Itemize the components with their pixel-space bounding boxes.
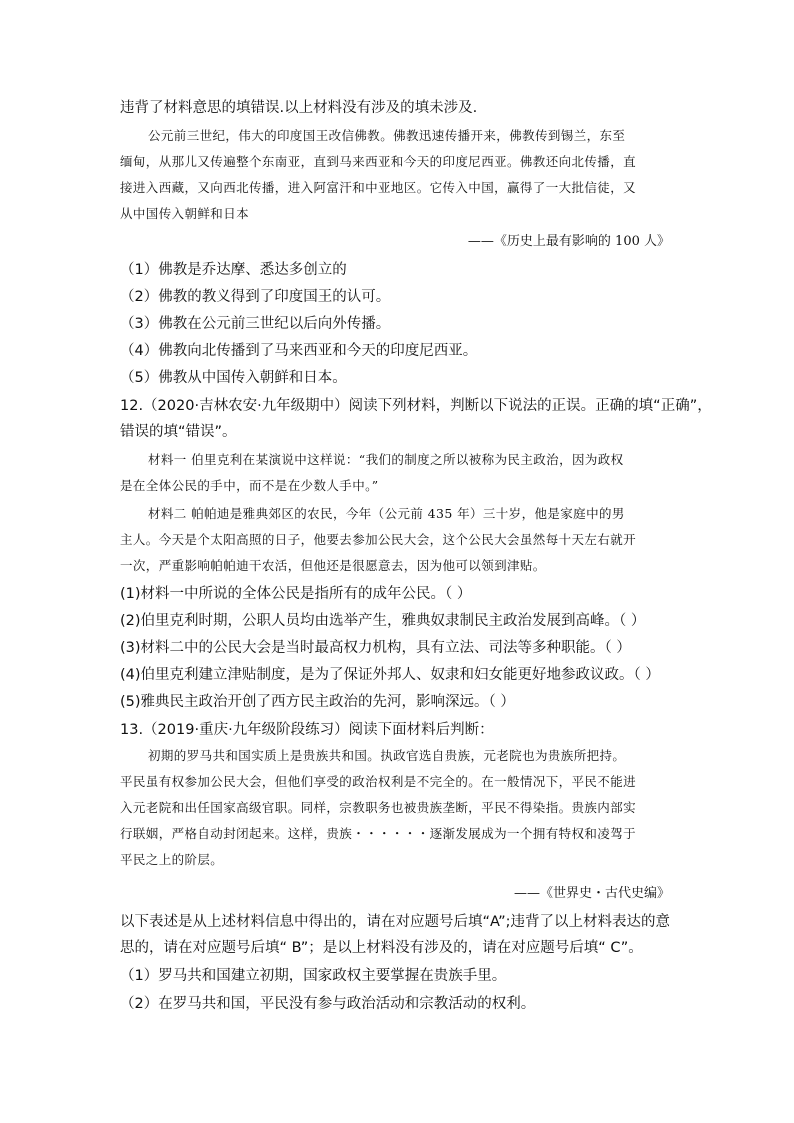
q11-instruction-tail: 违背了材料意思的填错误.以上材料没有涉及的填未涉及. (120, 100, 478, 116)
q11-material-line-4: 从中国传入朝鲜和日本 (120, 206, 250, 221)
q13-source-citation: ——《世界史・古代史编》 (513, 886, 670, 901)
q11-item-5: （5）佛教从中国传入朝鲜和日本。 (120, 370, 347, 386)
q11-item-3: （3）佛教在公元前三世纪以后向外传播。 (120, 316, 391, 332)
q13-material-line-1: 初期的罗马共和国实质上是贵族共和国。执政官选自贵族，元老院也为贵族所把持。 (148, 748, 626, 763)
q11-material-line-2: 缅甸，从那儿又传遍整个东南亚，直到马来西亚和今天的印度尼西亚。佛教还向北传播，直 (120, 154, 637, 169)
q11-item-1: （1）佛教是乔达摩、悉达多创立的 (120, 262, 347, 278)
q13-item-1: （1）罗马共和国建立初期，国家政权主要掌握在贵族手里。 (120, 968, 507, 984)
q13-material-line-4: 行联姻，严格自动封闭起来。这样，贵族・・・・・・逐渐发展成为一个拥有特权和凌驾于 (120, 826, 637, 841)
q11-material-line-3: 接进入西藏，又向西北传播，进入阿富汗和中亚地区。它传入中国，赢得了一大批信徒，又 (120, 180, 637, 195)
q13-instruction-line-1: 以下表述是从上述材料信息中得出的，请在对应题号后填“A”;违背了以上材料表达的意 (120, 914, 671, 930)
q12-material-2-line-2: 主人。今天是个太阳高照的日子，他要去参加公民大会，这个公民大会虽然每十天左右就开 (120, 532, 637, 547)
q11-item-4: （4）佛教向北传播到了马来西亚和今天的印度尼西亚。 (120, 343, 478, 359)
q12-material-1-line-2: 是在全体公民的手中，而不是在少数人手中。” (120, 478, 379, 493)
q13-item-2: （2）在罗马共和国，平民没有参与政治活动和宗教活动的权利。 (120, 996, 536, 1012)
q12-material-2-line-3: 一次，严重影响帕帕迪干农活，但他还是很愿意去，因为他可以领到津贴。 (120, 558, 546, 573)
q12-material-1-line-1: 材料一 伯里克利在某演说中这样说：“我们的制度之所以被称为民主政治，因为政权 (148, 452, 624, 467)
q12-heading-line-1: 12.（2020·吉林农安·九年级期中）阅读下列材料，判断以下说法的正误。正确的填“正确”， (120, 398, 712, 414)
q12-heading-line-2: 错误的填“错误”。 (120, 424, 237, 440)
q11-material-line-1: 公元前三世纪，伟大的印度国王改信佛教。佛教迅速传播开来，佛教传到锡兰，东至 (148, 128, 626, 143)
q12-item-1: (1)材料一中所说的全体公民是指所有的成年公民。（ ） (120, 586, 472, 602)
q12-item-2: (2)伯里克利时期，公职人员均由选举产生，雅典奴隶制民主政治发展到高峰。（ ） (120, 613, 646, 629)
q11-source-citation: ——《历史上最有影响的 100 人》 (467, 234, 670, 249)
q13-material-line-3: 入元老院和出任国家高级官职。同样，宗教职务也被贵族垄断，平民不得染指。贵族内部实 (120, 800, 637, 815)
q13-instruction-line-2: 思的，请在对应题号后填“ B”；是以上材料没有涉及的，请在对应题号后填“ C”。 (120, 940, 643, 956)
q12-material-2-line-1: 材料二 帕帕迪是雅典郊区的农民，今年（公元前 435 年）三十岁，他是家庭中的男 (148, 506, 625, 521)
q12-item-4: (4)伯里克利建立津贴制度，是为了保证外邦人、奴隶和妇女能更好地参政议政。（ ） (120, 667, 660, 683)
q13-material-line-2: 平民虽有权参加公民大会，但他们享受的政治权利是不完全的。在一般情况下，平民不能进 (120, 774, 637, 789)
q12-item-5: (5)雅典民主政治开创了西方民主政治的先河，影响深远。（ ） (120, 694, 515, 710)
q11-item-2: （2）佛教的教义得到了印度国王的认可。 (120, 289, 391, 305)
q13-heading: 13.（2019·重庆·九年级阶段练习）阅读下面材料后判断： (120, 722, 494, 738)
q12-item-3: (3)材料二中的公民大会是当时最高权力机构，具有立法、司法等多种职能。（ ） (120, 640, 631, 656)
q13-material-line-5: 平民之上的阶层。 (120, 852, 224, 867)
